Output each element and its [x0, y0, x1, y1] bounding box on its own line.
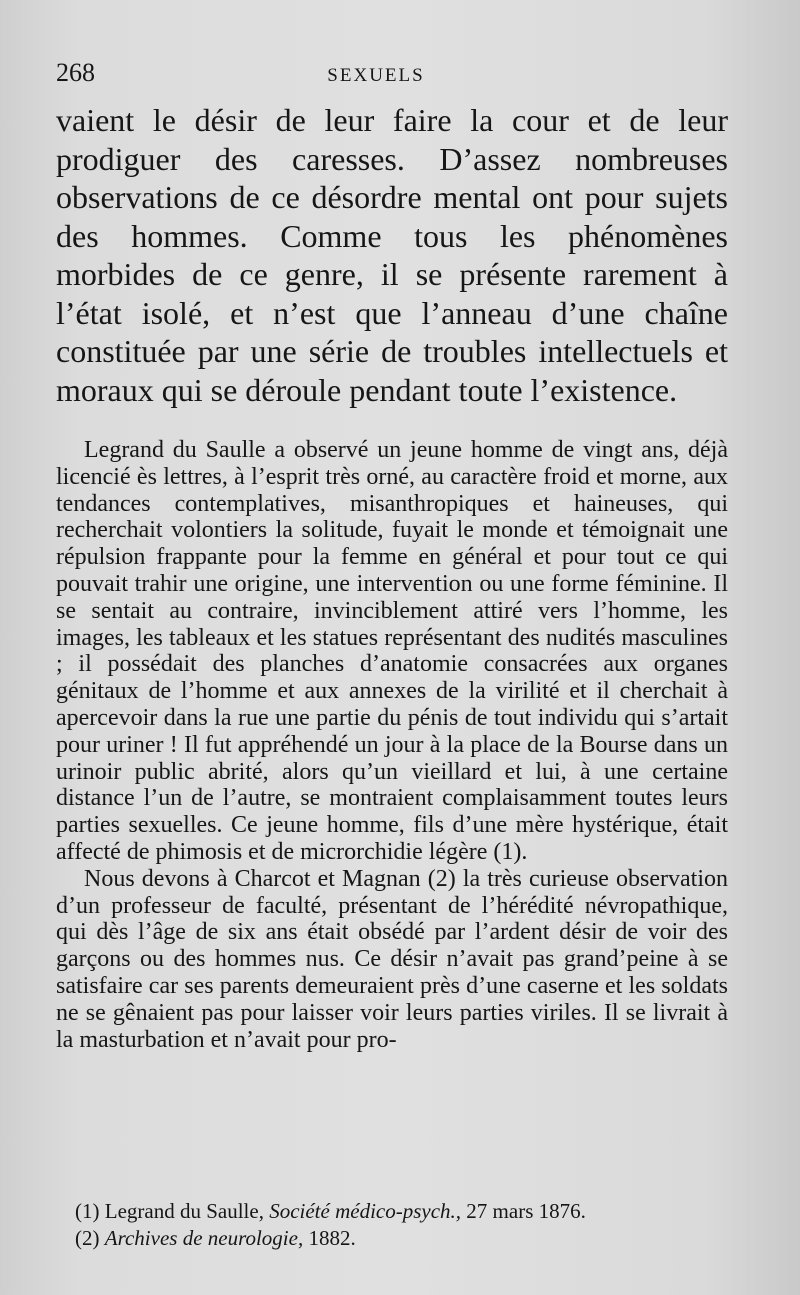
footnote-detail: 1882.	[308, 1226, 356, 1250]
footnote-marker: (1)	[75, 1199, 100, 1223]
paragraph: Legrand du Saulle a observé un jeune homme de vingt ans, déjà licencié ès lettres, à l’esprit très orné, au caractère froid et morne, aux tendances contemplatives, misanthropiques et haineuses, qui recherchait volontiers la solitude, fuyait le monde et témoignait une répulsion frappante pour la femme en général et pour tout ce qui pouvait trahir une origine, une intervention ou une forme féminine. Il se sentait au contraire, invinciblement attiré vers l’homme, les images, les tableaux et les statues représentant des nudités masculines ; il possédait des planches d’anatomie consacrées aux organes génitaux de l’homme et aux annexes de la virilité et il cherchait à apercevoir dans la rue une partie du pénis de tout individu qui s’artait pour uriner ! Il fut appréhendé un jour à la place de la Bourse dans un urinoir public abrité, alors qu’un vieillard et lui, à une certaine distance l’un de l’autre, se montraient complaisamment toutes leurs parties sexuelles. Ce jeune homme, fils d’une mère hystérique, était affecté de phimosis et de microrchidie légère (1).	[56, 437, 728, 865]
running-head: SEXUELS	[327, 65, 425, 86]
footnote	[75, 1198, 735, 1225]
footnote	[75, 1225, 735, 1252]
footnote-source: Archives de neurologie,	[104, 1226, 304, 1250]
footnote-author: Legrand du Saulle,	[104, 1199, 264, 1223]
page-body	[56, 101, 728, 1053]
footnotes	[75, 1198, 735, 1252]
paragraph: Nous devons à Charcot et Magnan (2) la très curieuse observation d’un professeur de faculté, présentant de l’hérédité névropathique, qui dès l’âge de six ans était obsédé par l’ardent désir de voir des garçons ou des hommes nus. Ce désir n’avait pas grand’peine à se satisfaire car ses parents demeuraient près d’une caserne et les soldats ne se gênaient pas pour laisser voir leurs parties viriles. Il se livrait à la masturbation et n’avait pour pro-	[56, 865, 728, 1053]
lead-paragraph: vaient le désir de leur faire la cour et de leur prodiguer des caresses. D’assez nombreuses observations de ce désordre mental ont pour sujets des hommes. Comme tous les phénomènes morbides de ce genre, il se présente rarement à l’état isolé, et n’est que l’anneau d’une chaîne constituée par une série de troubles intellectuels et moraux qui se déroule pendant toute l’existence.	[56, 102, 728, 408]
footnote-marker: (2)	[75, 1226, 100, 1250]
footnote-source: Société médico-psych.,	[269, 1199, 462, 1223]
footnote-detail: 27 mars 1876.	[466, 1199, 586, 1223]
page-header	[56, 58, 736, 92]
page-number: 268	[56, 58, 95, 87]
